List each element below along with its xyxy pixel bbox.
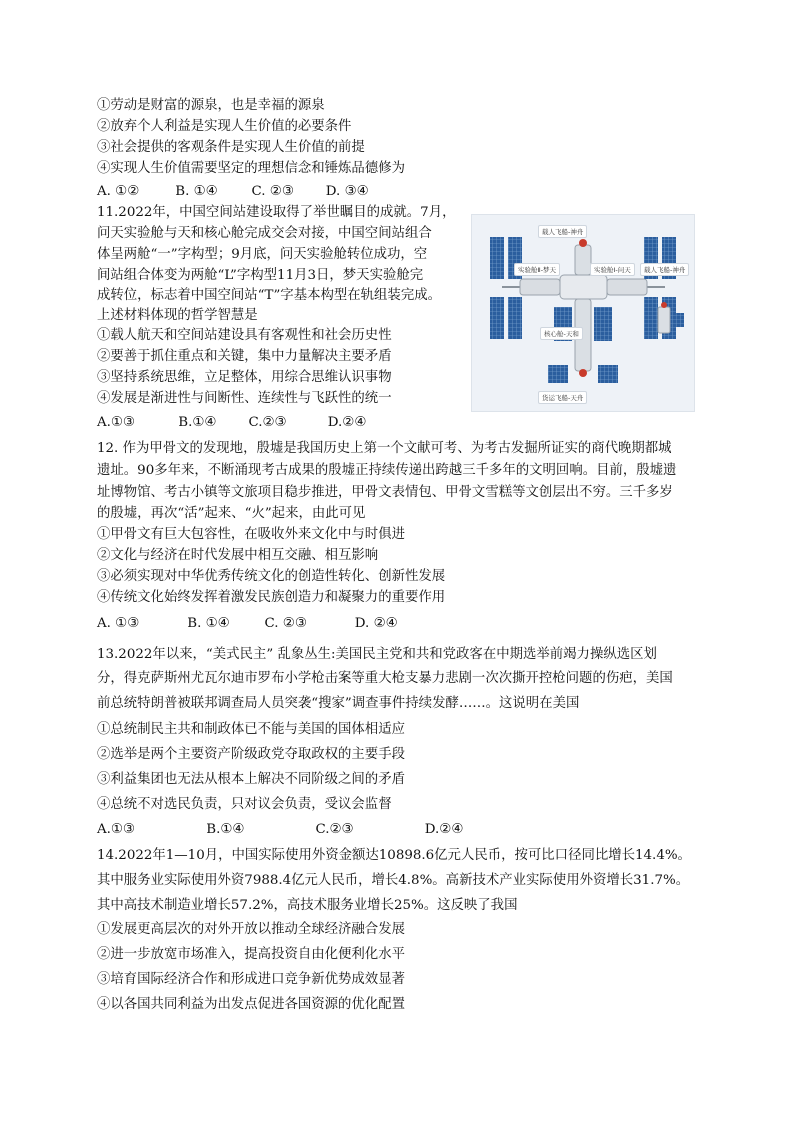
q12-line-4: 的殷墟，再次“活”起来、“火”起来，由此可见 (97, 506, 366, 521)
label-crew-ship-top: 载人飞船-神舟 (538, 225, 587, 238)
q13-line-2: 分，得克萨斯州尤瓦尔迪市罗布小学枪击案等重大枪支暴力悲剧一次次撕开控枪问题的伤疤，美国 (97, 671, 673, 686)
label-wentian-module: 实验舱Ⅰ-问天 (590, 263, 635, 276)
q10-option-2: ②放弃个人利益是实现人生价值的必要条件 (97, 119, 352, 134)
q11-line-1: 11.2022年，中国空间站建设取得了举世瞩目的成就。7月， (97, 205, 456, 220)
q11-choice-c: C.②③ (248, 415, 287, 430)
q14-option-4: ④以各国共同利益为出发点促进各国资源的优化配置 (97, 997, 405, 1012)
q13-choice-b: B.①④ (206, 822, 245, 837)
q10-option-1: ①劳动是财富的源泉，也是幸福的源泉 (97, 98, 325, 113)
q12-option-2: ②文化与经济在时代发展中相互交融、相互影响 (97, 548, 379, 563)
q11-line-3: 体呈两舱“一”字构型；9月底，问天实验舱转位成功，空 (97, 247, 428, 262)
q11-line-2: 问天实验舱与天和核心舱完成交会对接，中国空间站组合 (97, 226, 432, 241)
q13-choices (97, 820, 463, 840)
space-station-illustration (472, 215, 694, 411)
q14-option-1: ①发展更高层次的对外开放以推动全球经济融合发展 (97, 922, 405, 937)
q11-option-2: ②要善于抓住重点和关键，集中力量解决主要矛盾 (97, 349, 392, 364)
q11-line-5: 成转位，标志着中国空间站“T”字基本构型在轨组装完成。 (97, 288, 441, 303)
q10-choice-d: D. ③④ (325, 184, 369, 199)
q13-option-1: ①总统制民主共和制政体已不能与美国的国体相适应 (97, 722, 405, 737)
q12-option-3: ③必须实现对中华优秀传统文化的创造性转化、创新性发展 (97, 569, 446, 584)
q13-choice-c: C.②③ (315, 822, 354, 837)
q10-option-3: ③社会提供的客观条件是实现人生价值的前提 (97, 140, 365, 155)
q12-choice-a: A. ①③ (97, 616, 140, 631)
q11-choice-d: D.②④ (327, 415, 367, 430)
q14-line-3: 其中高技术制造业增长57.2%，高技术服务业增长25%。这反映了我国 (97, 898, 518, 913)
label-cargo-ship: 货运飞船-天舟 (538, 391, 587, 404)
q12-line-1: 12. 作为甲骨文的发现地，殷墟是我国历史上第一个文献可考、为考古发掘所证实的商代晚期都城 (97, 441, 672, 456)
q14-option-3: ③培育国际经济合作和形成进口竞争新优势成效显著 (97, 972, 405, 987)
q14-line-1: 14.2022年1—10月，中国实际使用外资金额达10898.6亿元人民币，按可比口径同比增长14.4%。 (97, 848, 691, 863)
q10-choice-b: B. ①④ (175, 184, 218, 199)
q13-option-3: ③利益集团也无法从根本上解决不同阶级之间的矛盾 (97, 772, 405, 787)
q14-option-2: ②进一步放宽市场准入，提高投资自由化便利化水平 (97, 947, 405, 962)
q11-option-1: ①载人航天和空间站建设具有客观性和社会历史性 (97, 328, 392, 343)
q12-option-1: ①甲骨文有巨大包容性，在吸收外来文化中与时俱进 (97, 527, 405, 542)
q13-line-1: 13.2022年以来，“美式民主” 乱象丛生:美国民主党和共和党政客在中期选举前竭力操纵选区划 (97, 647, 657, 662)
q12-choice-d: D. ②④ (354, 616, 398, 631)
q11-line-6: 上述材料体现的哲学智慧是 (97, 308, 258, 323)
q13-line-3: 前总统特朗普被联邦调查局人员突袭“搜家”调查事件持续发酵……。这说明在美国 (97, 696, 580, 711)
q13-option-4: ④总统不对选民负责，只对议会负责，受议会监督 (97, 797, 392, 812)
q12-line-3: 址博物馆、考古小镇等文旅项目稳步推进，甲骨文表情包、甲骨文雪糕等文创层出不穷。三千多岁 (97, 485, 673, 500)
label-tianhe-core: 核心舱-天和 (540, 327, 583, 340)
q12-choice-b: B. ①④ (187, 616, 230, 631)
q11-option-4: ④发展是渐进性与间断性、连续性与飞跃性的统一 (97, 391, 392, 406)
label-mengtian-module: 实验舱Ⅱ-梦天 (514, 263, 560, 276)
q11-choice-b: B.①④ (178, 415, 217, 430)
q13-choice-d: D.②④ (424, 822, 464, 837)
q10-option-4: ④实现人生价值需要坚定的理想信念和锤炼品德修为 (97, 161, 405, 176)
q10-choices (97, 182, 369, 202)
q12-option-4: ④传统文化始终发挥着激发民族创造力和凝聚力的重要作用 (97, 590, 446, 605)
q12-choice-c: C. ②③ (264, 616, 307, 631)
q11-option-3: ③坚持系统思维，立足整体，用综合思维认识事物 (97, 370, 392, 385)
q12-line-2: 遗址。90多年来，不断涌现考古成果的殷墟正持续传递出跨越三千多年的文明回响。目前，殷墟遗 (97, 463, 677, 478)
q11-choice-a: A.①③ (97, 415, 135, 430)
label-crew-ship-right: 载人飞船-神舟 (640, 263, 689, 276)
q10-choice-a: A. ①② (97, 184, 140, 199)
q11-choices (97, 413, 366, 433)
q11-line-4: 间站组合体变为两舱“L”字构型11月3日，梦天实验舱完 (97, 268, 424, 283)
q13-option-2: ②选举是两个主要资产阶级政党夺取政权的主要手段 (97, 747, 405, 762)
q12-choices (97, 614, 398, 634)
q10-choice-c: C. ②③ (251, 184, 294, 199)
space-station-figure (471, 214, 695, 412)
q14-line-2: 其中服务业实际使用外资7988.4亿元人民币，增长4.8%。高新技术产业实际使用外资增长31.7%。 (97, 873, 690, 888)
q13-choice-a: A.①③ (97, 822, 135, 837)
